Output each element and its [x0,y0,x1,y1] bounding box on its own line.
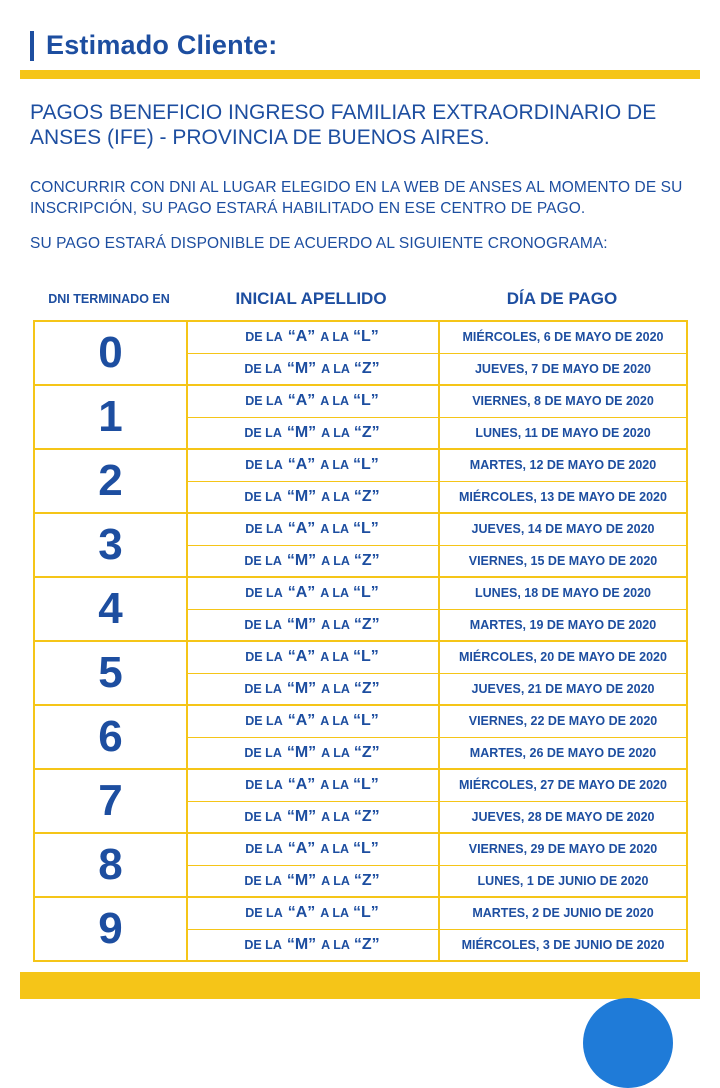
range-end-letter: “L” [352,392,379,410]
payment-date-cell: MARTES, 26 DE MAYO DE 2020 [469,745,657,760]
range-a-la: A LA [321,681,350,696]
payment-date-cell: VIERNES, 29 DE MAYO DE 2020 [468,842,658,857]
dni-digit: 9 [35,898,188,960]
range-a-la: A LA [321,425,350,440]
range-de-la: DE LA [245,522,283,537]
dni-digit: 7 [35,770,188,832]
range-start-letter: “A” [287,648,316,666]
dni-digit: 5 [35,642,188,704]
payment-date-cell: LUNES, 1 DE JUNIO DE 2020 [477,873,649,888]
range-a-la: A LA [321,809,350,824]
range-a-la: A LA [320,330,349,345]
table-row [188,578,686,609]
range-end-letter: “L” [352,456,379,474]
surname-range-cell [188,482,440,513]
surname-range-cell [188,418,440,449]
group-rows [188,642,686,704]
group-rows [188,514,686,576]
range-a-la: A LA [321,489,350,504]
range-de-la: DE LA [245,394,283,409]
range-a-la: A LA [321,745,350,760]
surname-range-cell [188,546,440,577]
payment-date-cell: MIÉRCOLES, 20 DE MAYO DE 2020 [459,650,667,665]
payment-date-cell: MIÉRCOLES, 6 DE MAYO DE 2020 [462,330,664,345]
surname-range-cell [188,738,440,769]
table-row [188,322,686,353]
table-row [188,481,686,513]
range-end-letter: “Z” [353,423,380,441]
table-row [188,353,686,385]
range-end-letter: “Z” [353,487,380,505]
dni-group [35,642,686,706]
surname-range-cell [188,354,440,385]
payment-date-cell: JUEVES, 21 DE MAYO DE 2020 [471,681,655,696]
table-row [188,417,686,449]
table-row [188,642,686,673]
dni-group [35,834,686,898]
surname-range-cell [188,866,440,897]
dni-group [35,706,686,770]
table-row [188,929,686,961]
table-row [188,834,686,865]
range-de-la: DE LA [244,873,282,888]
range-a-la: A LA [321,361,350,376]
range-de-la: DE LA [245,906,283,921]
range-a-la: A LA [320,586,349,601]
range-start-letter: “M” [286,359,317,377]
range-de-la: DE LA [244,937,282,952]
dni-digit: 1 [35,386,188,448]
range-a-la: A LA [320,842,349,857]
range-end-letter: “Z” [353,679,380,697]
range-a-la: A LA [320,778,349,793]
payment-date-cell: JUEVES, 7 DE MAYO DE 2020 [474,361,651,376]
group-rows [188,450,686,512]
range-start-letter: “A” [287,392,316,410]
range-de-la: DE LA [244,553,282,568]
payment-date-cell: VIERNES, 8 DE MAYO DE 2020 [472,394,654,409]
range-start-letter: “M” [286,679,317,697]
dni-digit: 3 [35,514,188,576]
surname-range-cell [188,322,440,353]
group-rows [188,706,686,768]
range-a-la: A LA [320,394,349,409]
table-row [188,545,686,577]
group-rows [188,770,686,832]
page-title: Estimado Cliente: [46,30,278,60]
range-start-letter: “A” [287,840,316,858]
range-start-letter: “M” [286,423,317,441]
range-end-letter: “Z” [353,935,380,953]
range-de-la: DE LA [244,809,282,824]
range-de-la: DE LA [244,617,282,632]
surname-range-cell [188,706,440,737]
column-header-dia: DÍA DE PAGO [506,289,618,308]
table-row [188,386,686,417]
payment-schedule-table [33,320,688,962]
range-de-la: DE LA [244,745,282,760]
range-a-la: A LA [320,650,349,665]
dni-digit: 0 [35,322,188,384]
surname-range-cell [188,898,440,929]
table-row [188,865,686,897]
payment-date-cell: JUEVES, 14 DE MAYO DE 2020 [471,522,655,537]
surname-range-cell [188,514,440,545]
table-row [188,706,686,737]
payment-date-cell: MIÉRCOLES, 13 DE MAYO DE 2020 [459,489,667,504]
group-rows [188,898,686,960]
decorative-circle [583,998,673,1088]
table-row [188,898,686,929]
range-start-letter: “M” [286,487,317,505]
dni-digit: 4 [35,578,188,640]
surname-range-cell [188,770,440,801]
table-row [188,609,686,641]
range-a-la: A LA [320,714,349,729]
payment-date-cell: MIÉRCOLES, 3 DE JUNIO DE 2020 [461,937,665,952]
range-end-letter: “L” [352,776,379,794]
surname-range-cell [188,674,440,705]
range-a-la: A LA [320,522,349,537]
payment-date-cell: VIERNES, 15 DE MAYO DE 2020 [468,553,658,568]
range-de-la: DE LA [244,425,282,440]
range-a-la: A LA [321,553,350,568]
dni-digit: 2 [35,450,188,512]
dni-group [35,386,686,450]
range-start-letter: “M” [286,807,317,825]
range-end-letter: “L” [352,904,379,922]
schedule-intro: SU PAGO ESTARÁ DISPONIBLE DE ACUERDO AL SIGUIENTE CRONOGRAMA: [30,235,608,252]
table-row [188,450,686,481]
group-rows [188,322,686,384]
range-start-letter: “M” [286,551,317,569]
range-de-la: DE LA [245,330,283,345]
column-header-inicial: INICIAL APELLIDO [235,289,387,308]
range-de-la: DE LA [245,586,283,601]
range-end-letter: “Z” [353,871,380,889]
range-start-letter: “A” [287,584,316,602]
range-de-la: DE LA [244,681,282,696]
range-start-letter: “M” [286,743,317,761]
range-end-letter: “L” [352,712,379,730]
range-end-letter: “L” [352,584,379,602]
top-divider [20,70,700,79]
dni-group [35,578,686,642]
subtitle: PAGOS BENEFICIO INGRESO FAMILIAR EXTRAORDINARIO DE ANSES (IFE) - PROVINCIA DE BUENOS AIRES. [30,101,657,149]
range-de-la: DE LA [245,458,283,473]
column-header-dni: DNI TERMINADO EN [48,292,170,306]
range-a-la: A LA [320,458,349,473]
range-start-letter: “M” [286,935,317,953]
surname-range-cell [188,386,440,417]
payment-date-cell: MARTES, 12 DE MAYO DE 2020 [469,458,657,473]
table-row [188,770,686,801]
range-a-la: A LA [321,937,350,952]
dni-group [35,322,686,386]
payment-date-cell: MARTES, 2 DE JUNIO DE 2020 [472,906,654,921]
range-de-la: DE LA [244,489,282,504]
payment-date-cell: LUNES, 11 DE MAYO DE 2020 [475,425,651,440]
range-a-la: A LA [321,873,350,888]
range-start-letter: “M” [286,615,317,633]
table-row [188,514,686,545]
dni-digit: 8 [35,834,188,896]
surname-range-cell [188,578,440,609]
dni-digit: 6 [35,706,188,768]
range-start-letter: “A” [287,712,316,730]
surname-range-cell [188,610,440,641]
payment-date-cell: MARTES, 19 DE MAYO DE 2020 [469,617,657,632]
range-end-letter: “L” [352,840,379,858]
range-end-letter: “Z” [353,615,380,633]
range-end-letter: “L” [352,648,379,666]
group-rows [188,834,686,896]
group-rows [188,386,686,448]
surname-range-cell [188,834,440,865]
range-end-letter: “L” [352,520,379,538]
range-start-letter: “A” [287,520,316,538]
range-de-la: DE LA [245,714,283,729]
range-a-la: A LA [321,617,350,632]
table-row [188,673,686,705]
dni-group [35,514,686,578]
payment-date-cell: LUNES, 18 DE MAYO DE 2020 [475,586,651,601]
surname-range-cell [188,642,440,673]
range-start-letter: “A” [287,456,316,474]
bottom-divider [20,972,700,999]
table-row [188,801,686,833]
surname-range-cell [188,802,440,833]
payment-date-cell: JUEVES, 28 DE MAYO DE 2020 [471,809,655,824]
dni-group [35,898,686,960]
range-end-letter: “Z” [353,359,380,377]
range-end-letter: “Z” [353,807,380,825]
header [30,30,277,61]
group-rows [188,578,686,640]
dni-group [35,770,686,834]
range-end-letter: “L” [352,328,379,346]
range-de-la: DE LA [245,778,283,793]
range-de-la: DE LA [245,650,283,665]
range-de-la: DE LA [245,842,283,857]
payment-date-cell: MIÉRCOLES, 27 DE MAYO DE 2020 [459,778,667,793]
table-row [188,737,686,769]
range-end-letter: “Z” [353,551,380,569]
range-start-letter: “A” [287,776,316,794]
range-start-letter: “A” [287,328,316,346]
range-start-letter: “A” [287,904,316,922]
range-de-la: DE LA [244,361,282,376]
payment-date-cell: VIERNES, 22 DE MAYO DE 2020 [468,714,658,729]
surname-range-cell [188,930,440,961]
header-accent-bar [30,31,34,61]
surname-range-cell [188,450,440,481]
dni-group [35,450,686,514]
range-a-la: A LA [320,906,349,921]
instruction-paragraph: CONCURRIR CON DNI AL LUGAR ELEGIDO EN LA WEB DE ANSES AL MOMENTO DE SU INSCRIPCIÓN, SU PAGO ESTARÁ HABILITADO EN ESE CENTRO DE PAGO. [30,179,683,217]
range-start-letter: “M” [286,871,317,889]
range-end-letter: “Z” [353,743,380,761]
